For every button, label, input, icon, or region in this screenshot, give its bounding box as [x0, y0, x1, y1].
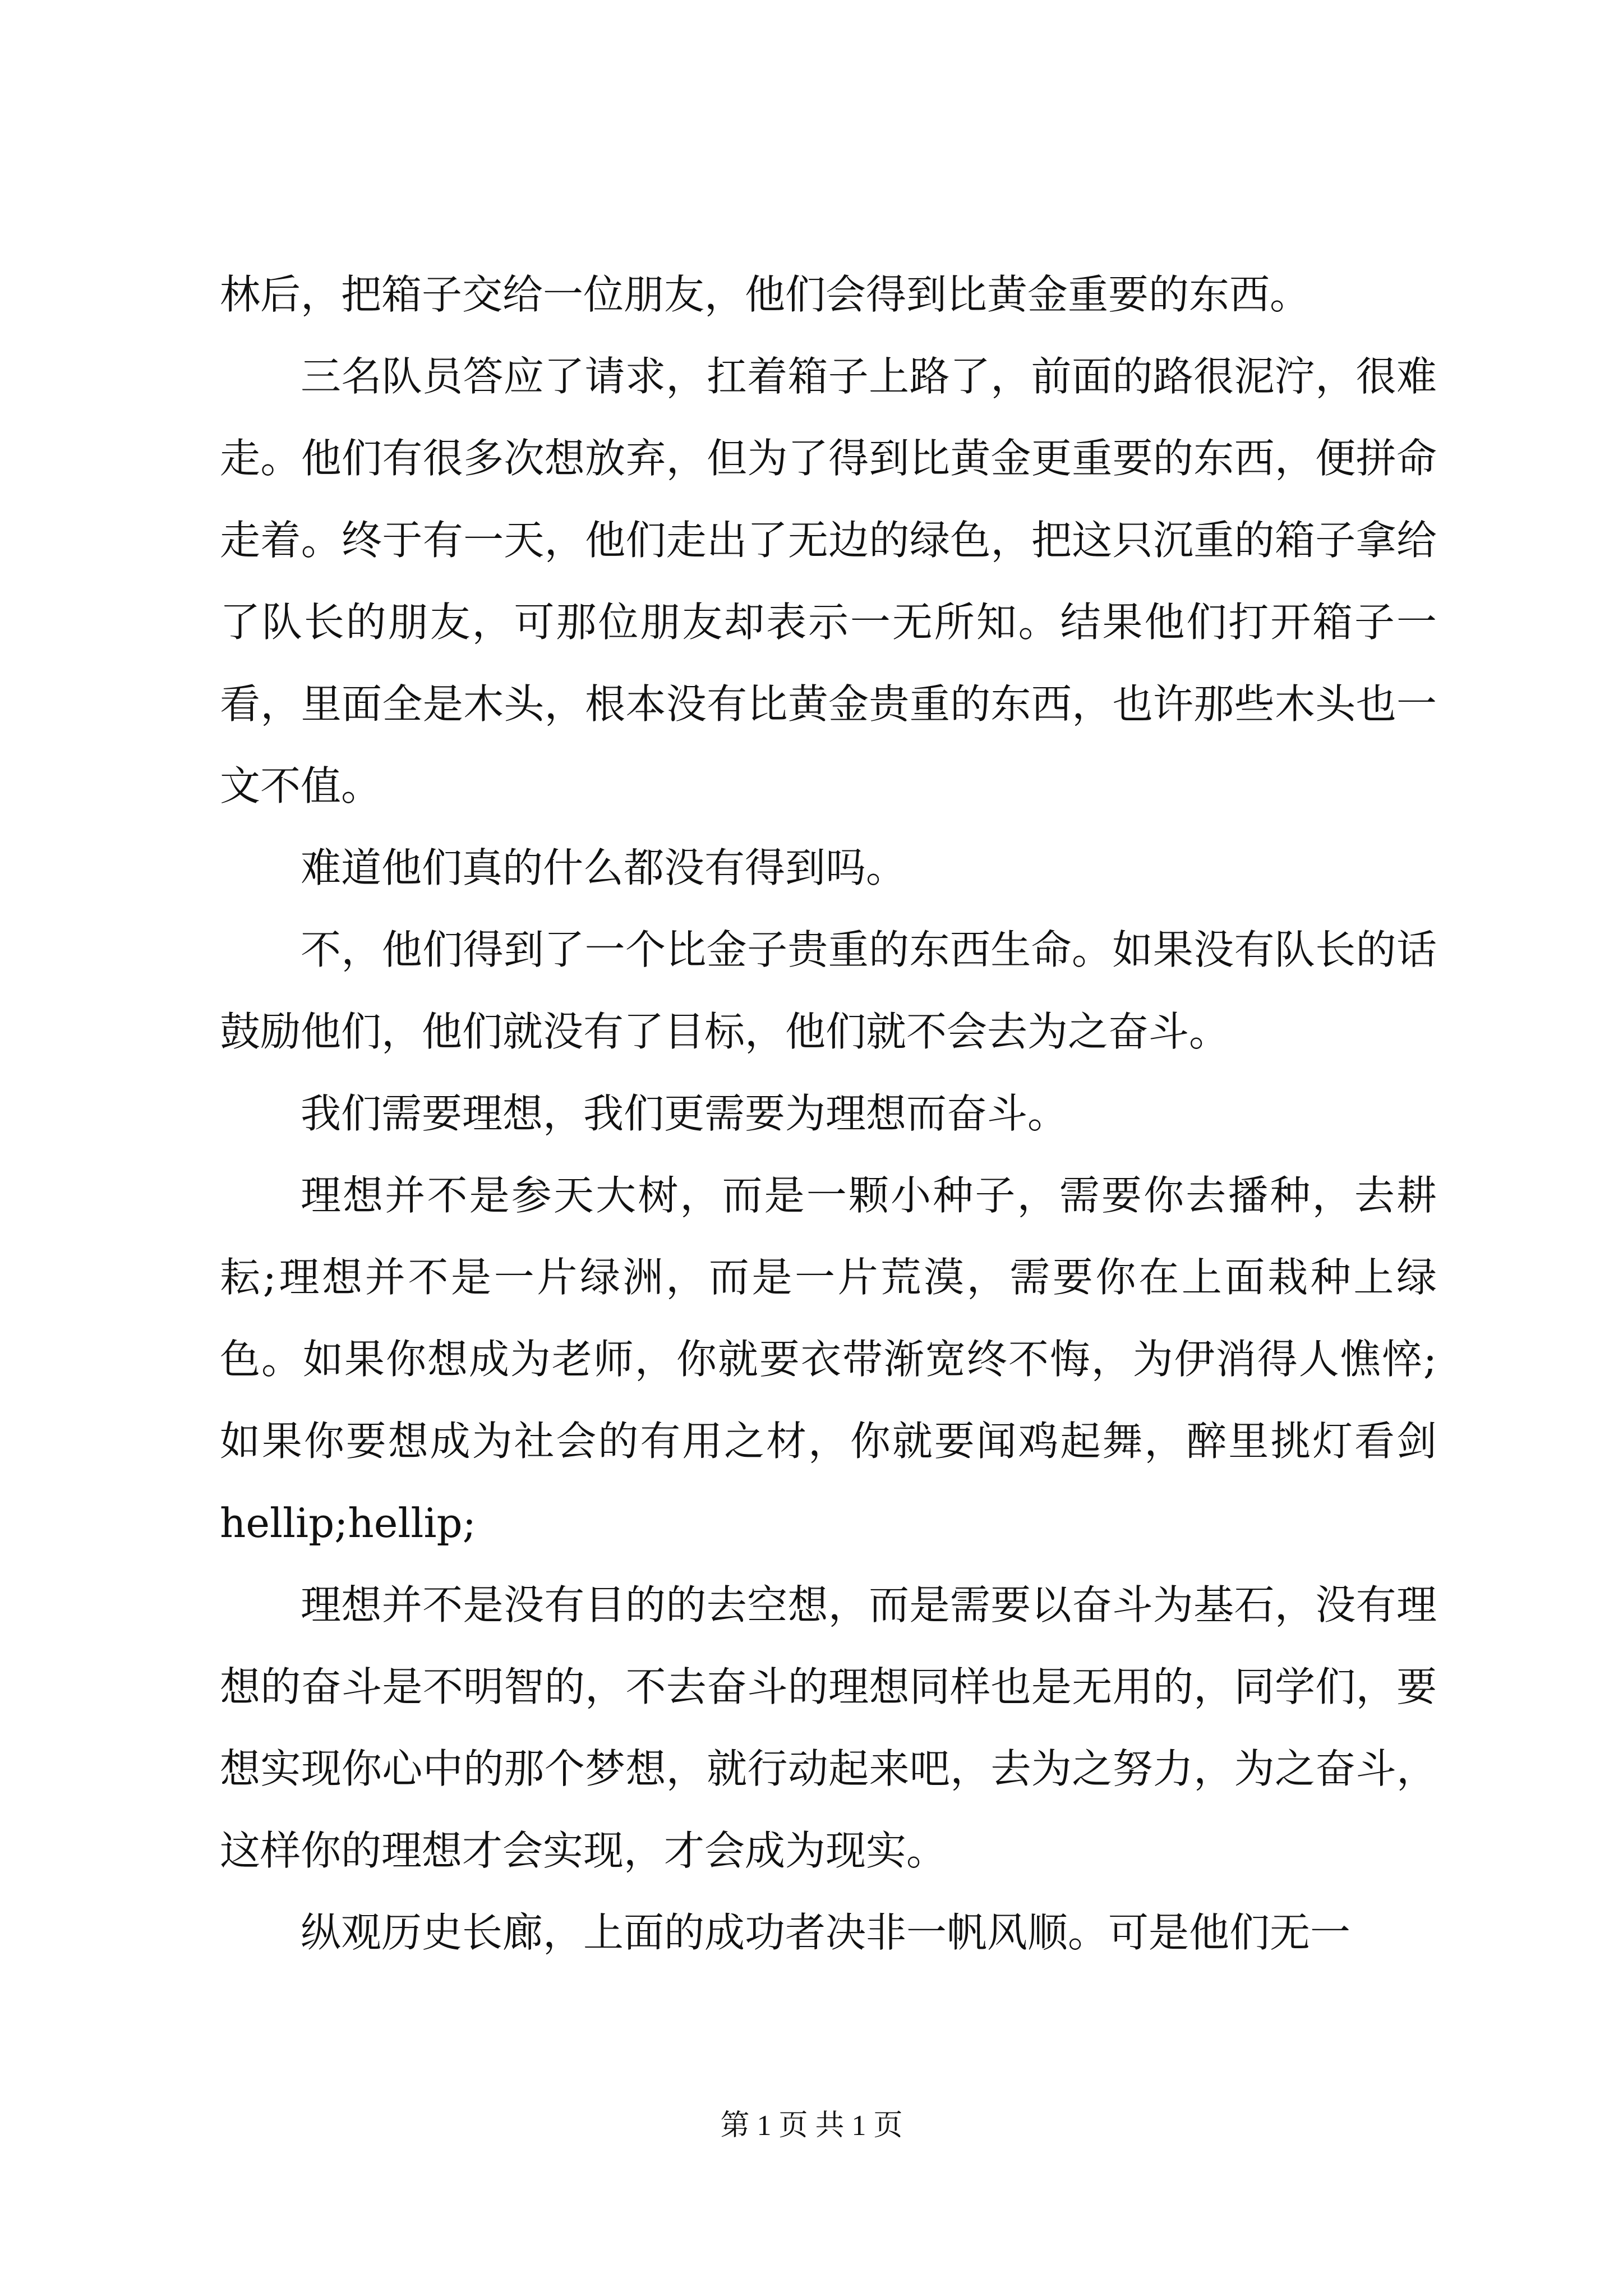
paragraph-4: 不，他们得到了一个比金子贵重的东西生命。如果没有队长的话鼓励他们，他们就没有了目标，他们就不会去为之奋斗。 — [220, 926, 1437, 1055]
paragraph-1: 林后，把箱子交给一位朋友，他们会得到比黄金重要的东西。 — [220, 271, 1311, 318]
paragraph-6: 理想并不是参天大树，而是一颗小种子，需要你去播种，去耕耘;理想并不是一片绿洲，而是一片荒漠，需要你在上面栽种上绿色。如果你想成为老师，你就要衣带渐宽终不悔，为伊消得人憔悴;如果你要想成为社会的有用之材，你就要闻鸡起舞，醉里挑灯看剑hellip;hellip; — [220, 1172, 1437, 1547]
page-footer — [0, 2106, 1623, 2146]
document-body — [220, 254, 1437, 1973]
paragraph-7: 理想并不是没有目的的去空想，而是需要以奋斗为基石，没有理想的奋斗是不明智的，不去奋斗的理想同样也是无用的，同学们，要想实现你心中的那个梦想，就行动起来吧，去为之努力，为之奋斗，这样你的理想才会实现，才会成为现实。 — [220, 1581, 1437, 1874]
paragraph-8: 纵观历史长廊，上面的成功者决非一帆风顺。可是他们无一 — [301, 1909, 1351, 1956]
paragraph-2: 三名队员答应了请求，扛着箱子上路了，前面的路很泥泞，很难走。他们有很多次想放弃，但为了得到比黄金更重要的东西，便拼命走着。终于有一天，他们走出了无边的绿色，把这只沉重的箱子拿给了队长的朋友，可那位朋友却表示一无所知。结果他们打开箱子一看，里面全是木头，根本没有比黄金贵重的东西，也许那些木头也一文不值。 — [220, 353, 1437, 809]
page-number-label: 第 1 页 共 1 页 — [720, 2110, 903, 2142]
paragraph-3: 难道他们真的什么都没有得到吗。 — [301, 844, 907, 891]
paragraph-5: 我们需要理想，我们更需要为理想而奋斗。 — [301, 1090, 1068, 1137]
